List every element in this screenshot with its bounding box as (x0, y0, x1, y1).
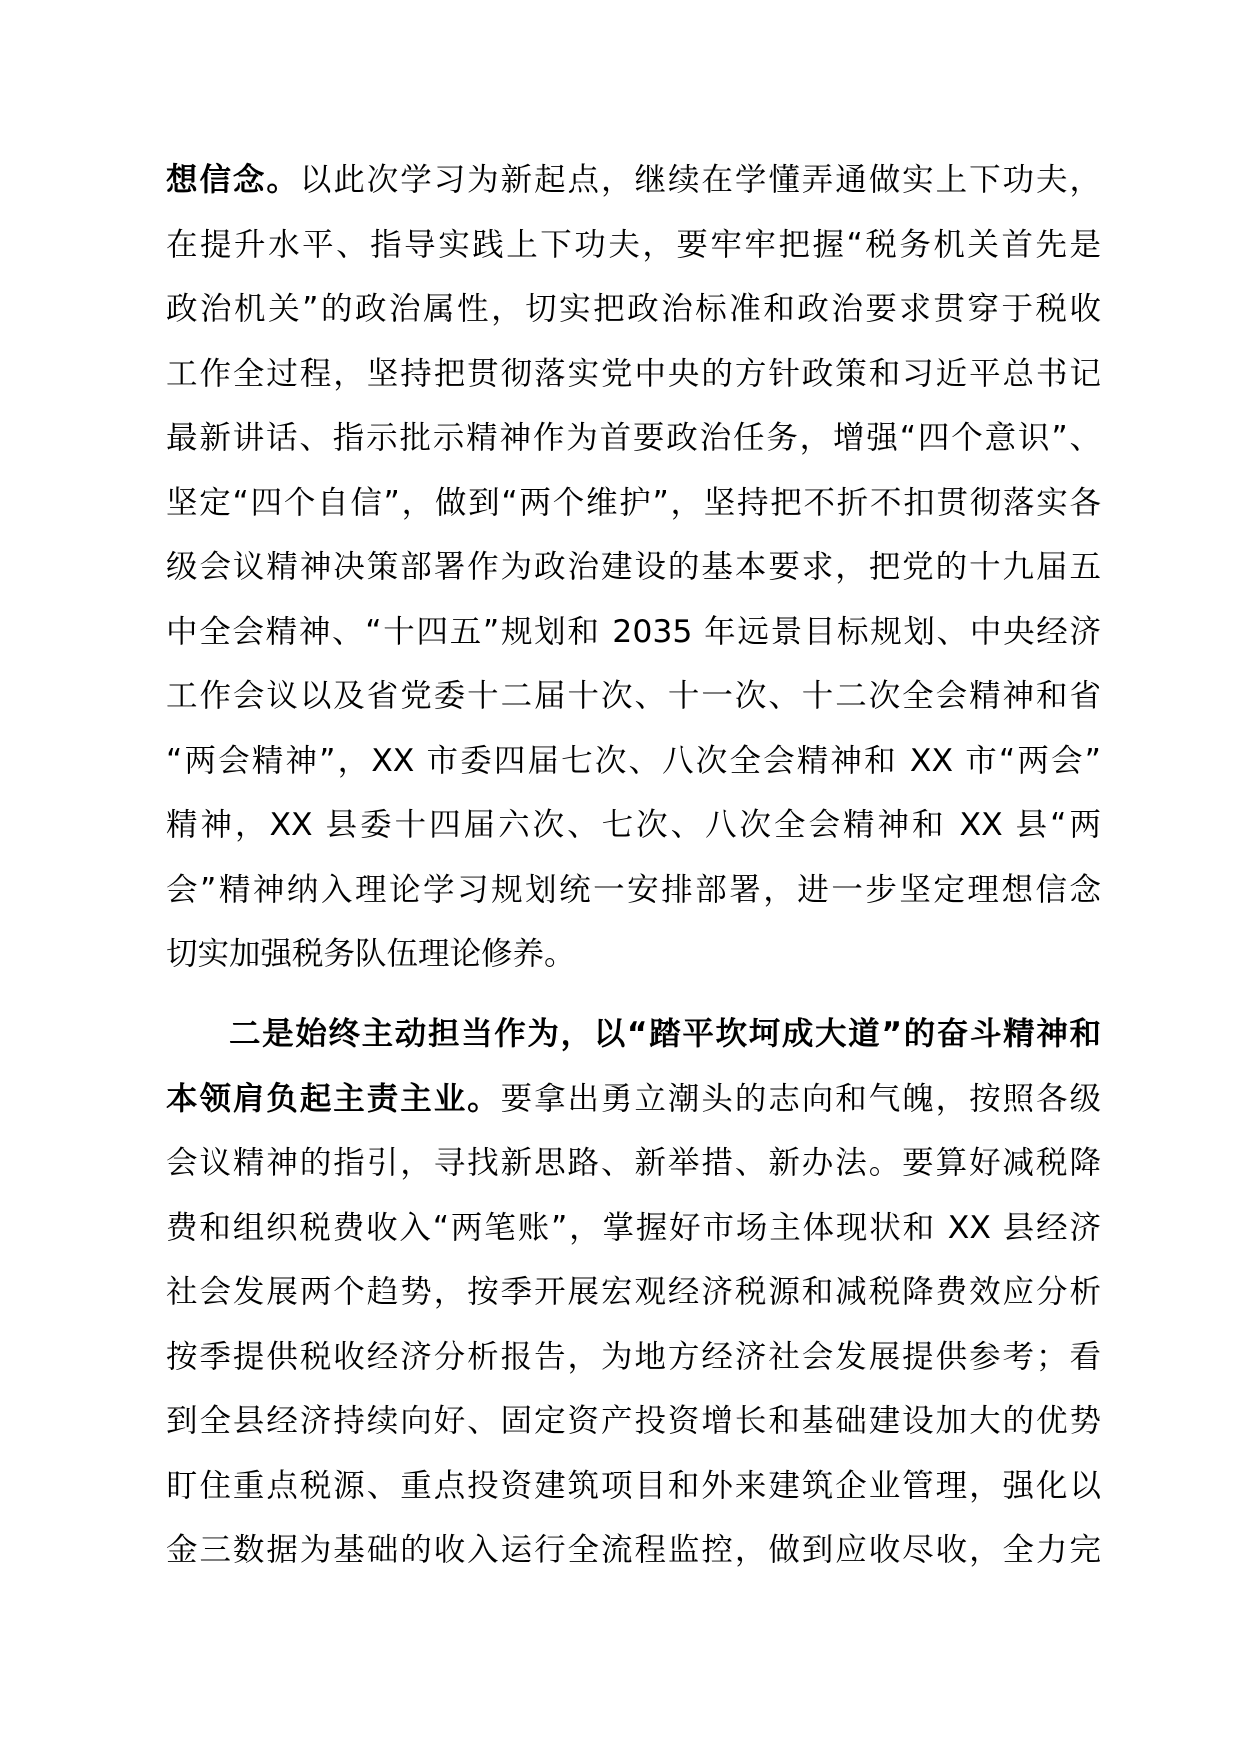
paragraph-2-bold-line-1: 二是始终主动担当作为，以“踏平坎坷成大道”的奋斗精神和 (229, 1016, 1101, 1052)
paragraph-2-line-5: 社会发展两个趋势，按季开展宏观经济税源和减税降费效应分析 (166, 1274, 1101, 1310)
paragraph-2-bold-line-2: 本领肩负起主责主业。 (166, 1080, 501, 1117)
paragraph-2-line-3: 会议精神的指引，寻找新思路、新举措、新办法。要算好减税降 (166, 1145, 1101, 1181)
paragraph-1-line-5: 最新讲话、指示批示精神作为首要政治任务，增强“四个意识”、 (166, 420, 1101, 456)
paragraph-1-line-7: 级会议精神决策部署作为政治建设的基本要求，把党的十九届五 (166, 549, 1101, 585)
paragraph-1-line-4: 工作全过程，坚持把贯彻落实党中央的方针政策和习近平总书记 (166, 355, 1101, 392)
paragraph-2-line-8: 盯住重点税源、重点投资建筑项目和外来建筑企业管理，强化以 (166, 1467, 1101, 1504)
paragraph-1 (166, 148, 1101, 987)
paragraph-2-line-6: 按季提供税收经济分析报告，为地方经济社会发展提供参考；看 (166, 1338, 1101, 1375)
paragraph-1-line-10: “两会精神”，XX 市委四届七次、八次全会精神和 XX 市“两会” (166, 742, 1101, 779)
paragraph-2-line-7: 到全县经济持续向好、固定资产投资增长和基础建设加大的优势 (166, 1403, 1101, 1439)
paragraph-1-line-6: 坚定“四个自信”，做到“两个维护”，坚持把不折不扣贯彻落实各 (166, 484, 1101, 521)
paragraph-1-line-11: 精神，XX 县委十四届六次、七次、八次全会精神和 XX 县“两 (166, 807, 1101, 843)
paragraph-2-line-4: 费和组织税费收入“两笔账”，掌握好市场主体现状和 XX 县经济 (166, 1209, 1101, 1246)
paragraph-1-line-1-text: 以此次学习为新起点，继续在学懂弄通做实上下功夫， (299, 162, 1101, 198)
paragraph-2 (166, 1002, 1101, 1583)
paragraph-1-line-1 (166, 148, 1101, 213)
paragraph-2-line-9: 金三数据为基础的收入运行全流程监控，做到应收尽收，全力完 (166, 1532, 1101, 1568)
paragraph-1-line-3: 政治机关”的政治属性，切实把政治标准和政治要求贯穿于税收 (166, 291, 1101, 327)
paragraph-1-bold-lead: 想信念。 (166, 162, 300, 198)
paragraph-1-line-9: 工作会议以及省党委十二届十次、十一次、十二次全会精神和省 (166, 678, 1101, 714)
paragraph-2-line-2-text: 要拿出勇立潮头的志向和气魄，按照各级 (500, 1080, 1101, 1117)
paragraph-2-line-2 (166, 1067, 1101, 1132)
paragraph-1-line-8: 中全会精神、“十四五”规划和 2035 年远景目标规划、中央经济 (166, 613, 1101, 650)
paragraph-1-line-2: 在提升水平、指导实践上下功夫，要牢牢把握“税务机关首先是 (166, 226, 1101, 263)
paragraph-1-line-12: 会”精神纳入理论学习规划统一安排部署，进一步坚定理想信念 (166, 871, 1101, 908)
paragraph-1-line-13: 切实加强税务队伍理论修养。 (166, 936, 576, 972)
